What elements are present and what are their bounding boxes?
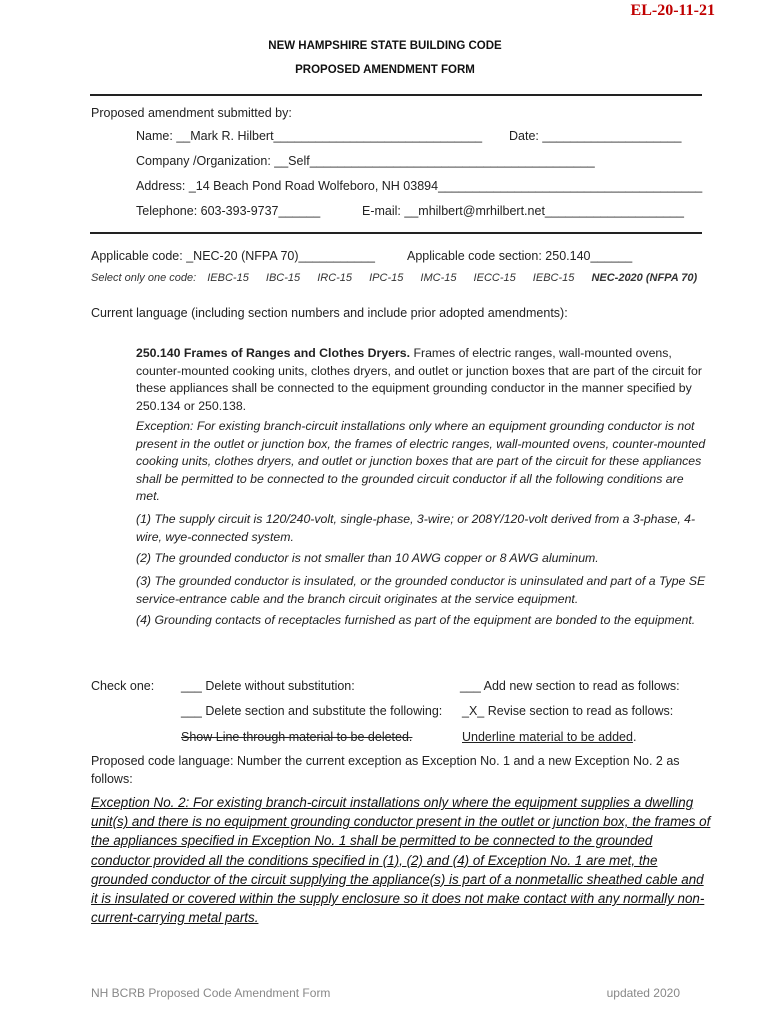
name-field[interactable]: __Mark R. Hilbert______________________________	[176, 129, 483, 143]
section-title: 250.140 Frames of Ranges and Clothes Dryers.	[136, 346, 411, 360]
code-section-row	[407, 249, 632, 263]
revise-label: Revise section to read as follows:	[484, 704, 674, 718]
date-field[interactable]: ____________________	[542, 129, 682, 143]
proposed-exception-text: Exception No. 2: For existing branch-circuit installations only where the equipment supplies a dwelling unit(s) and there is no equipment grounding conductor present in the outlet or junction box, the frames of the appliances specified in Exception No. 1 shall be permitted to be connected to the grounded conductor provided all the conditions specified in (1), (2) and (4) of Exception No. 1 are met, the grounded conductor of the circuit supplying the appliance(s) is part of a nonmetallic sheathed cable and it is insulated or covered within the supply enclosure so it does not make contact with any normally non-current-carrying metal parts.	[91, 795, 711, 926]
document-id: EL-20-11-21	[630, 2, 715, 19]
condition-item-1: (1) The supply circuit is 120/240-volt, single-phase, 3-wire; or 208Y/120-volt derived from a 3-phase, 4-wire, wye-connected system.	[136, 512, 696, 544]
applicable-code-row	[91, 249, 375, 263]
company-label: Company /Organization:	[136, 154, 271, 168]
date-label: Date:	[509, 129, 539, 143]
strike-note: Show Line through material to be deleted.	[181, 730, 413, 744]
code-section-label: Applicable code section:	[407, 249, 542, 263]
condition-item-4: (4) Grounding contacts of receptacles furnished as part of the equipment are bonded to the equipment.	[136, 613, 696, 627]
email-field[interactable]: __mhilbert@mrhilbert.net____________________	[404, 204, 684, 218]
form-title-line2: PROPOSED AMENDMENT FORM	[295, 64, 475, 76]
telephone-row	[136, 204, 320, 218]
code-option[interactable]: IPC-15	[369, 272, 404, 284]
form-title-line1: NEW HAMPSHIRE STATE BUILDING CODE	[268, 40, 502, 52]
name-row	[136, 129, 482, 143]
email-row	[362, 204, 684, 218]
code-section-field[interactable]: 250.140______	[545, 249, 633, 263]
option-add-new-section[interactable]: ___ Add new section to read as follows:	[460, 679, 680, 693]
divider-top	[90, 94, 702, 96]
underline-note-period: .	[632, 730, 637, 744]
footer-updated: updated 2020	[606, 986, 680, 1000]
date-row	[509, 129, 681, 143]
applicable-code-label: Applicable code:	[91, 249, 183, 263]
code-option-selected[interactable]: NEC-2020 (NFPA 70)	[591, 272, 698, 284]
condition-item-2: (2) The grounded conductor is not smaller than 10 AWG copper or 8 AWG aluminum.	[136, 551, 599, 565]
option-revise-section[interactable]	[462, 704, 673, 718]
check-one-label: Check one:	[91, 679, 155, 693]
telephone-label: Telephone:	[136, 204, 198, 218]
applicable-code-field[interactable]: _NEC-20 (NFPA 70)___________	[186, 249, 375, 263]
company-row	[136, 154, 595, 168]
submitter-intro: Proposed amendment submitted by:	[91, 106, 292, 120]
telephone-field[interactable]: 603-393-9737______	[200, 204, 321, 218]
section-body: Frames of electric ranges, wall-mounted ovens, counter-mounted cooking units, clothes dryers, and outlet or junction boxes that are part of the circuit for these appliances shall be connected to the equipment grounding conductor in the manner specified by 250.134 or 250.138.	[136, 346, 702, 413]
current-language-label: Current language (including section numbers and include prior adopted amendments):	[91, 306, 568, 320]
option-delete-and-substitute[interactable]: ___ Delete section and substitute the following:	[181, 704, 443, 718]
underline-note: Underline material to be added	[462, 730, 633, 744]
code-option[interactable]: IECC-15	[473, 272, 516, 284]
underline-note-row	[462, 730, 636, 744]
company-field[interactable]: __Self_________________________________________	[274, 154, 595, 168]
section-paragraph	[136, 345, 706, 415]
option-delete-without-substitution[interactable]: ___ Delete without substitution:	[181, 679, 355, 693]
code-select-row	[91, 272, 697, 284]
address-field[interactable]: _14 Beach Pond Road Wolfeboro, NH 03894______________________________________	[188, 179, 703, 193]
code-option[interactable]: IEBC-15	[207, 272, 249, 284]
proposed-code-label: Proposed code language: Number the current exception as Exception No. 1 and a new Exception No. 2 as follows:	[91, 754, 680, 786]
code-select-label: Select only one code:	[91, 272, 197, 284]
code-option[interactable]: IRC-15	[317, 272, 353, 284]
address-row	[136, 179, 702, 193]
divider-middle	[90, 232, 702, 234]
footer-form-name: NH BCRB Proposed Code Amendment Form	[91, 986, 331, 1000]
revise-check-mark: _X_	[462, 704, 485, 718]
exception-paragraph: Exception: For existing branch-circuit installations only where an equipment grounding conductor is not present in the outlet or junction box, the frames of electric ranges, wall-mounted ovens, counter-mounted cooking units, clothes dryers, and outlet or junction boxes that are part of the circuit for these appliances shall be permitted to be connected to the grounded circuit conductor if all the following conditions are met.	[136, 419, 706, 503]
name-label: Name:	[136, 129, 173, 143]
condition-item-3: (3) The grounded conductor is insulated, or the grounded conductor is uninsulated and part of a Type SE service-entrance cable and the branch circuit originates at the service equipment.	[136, 574, 706, 606]
code-option[interactable]: IMC-15	[420, 272, 457, 284]
address-label: Address:	[136, 179, 186, 193]
code-option[interactable]: IEBC-15	[532, 272, 575, 284]
code-option[interactable]: IBC-15	[265, 272, 301, 284]
email-label: E-mail:	[362, 204, 401, 218]
